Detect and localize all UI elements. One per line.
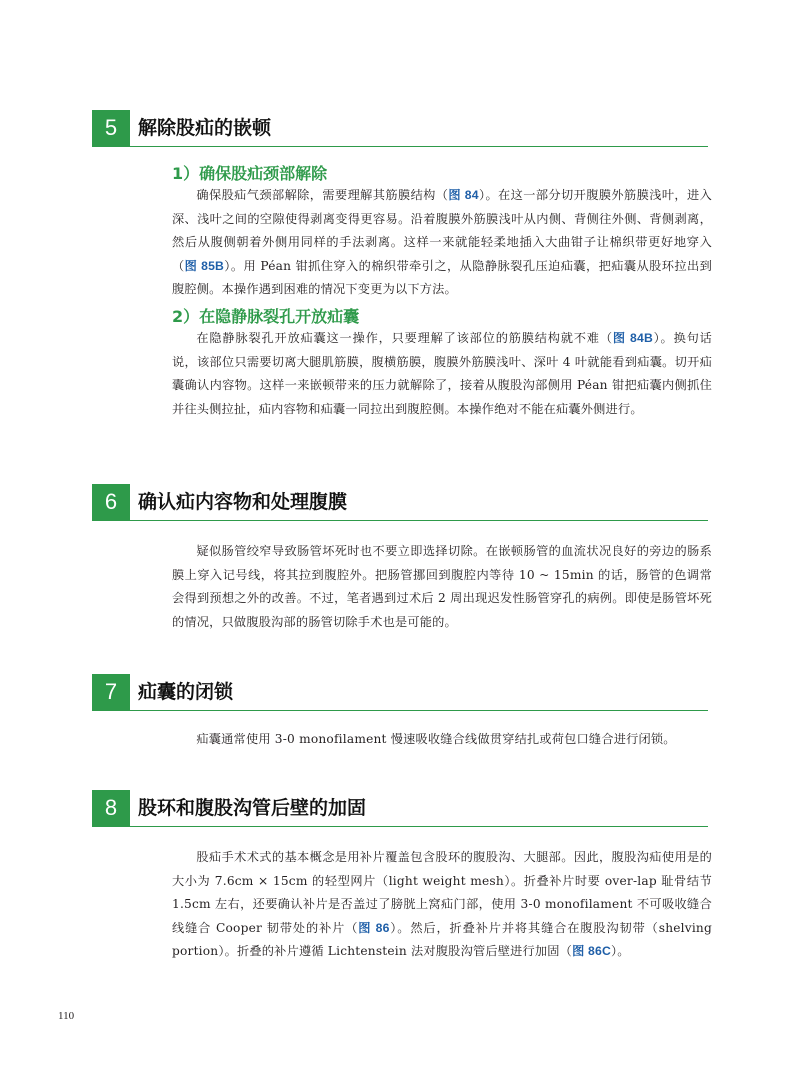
- text-run: 确保股疝气颈部解除，需要理解其筋膜结构（: [196, 188, 449, 202]
- section-number-badge: 7: [92, 674, 130, 710]
- section-title: 确认疝内容物和处理腹膜: [138, 491, 348, 513]
- section-title: 疝囊的闭锁: [138, 681, 234, 703]
- section-heading-7: [92, 674, 708, 711]
- text-run: 疝囊通常使用 3-0 monofilament 慢速吸收缝合线做贯穿结扎或荷包口缝合进行闭锁。: [196, 732, 676, 746]
- paragraph-5-1: [172, 184, 712, 302]
- text-run: ）。: [611, 944, 630, 958]
- figure-reference-link[interactable]: 图 85B: [184, 258, 225, 273]
- figure-reference-link[interactable]: 图 86: [358, 920, 390, 935]
- section-number-badge: 8: [92, 790, 130, 826]
- paragraph-7: [172, 728, 712, 752]
- subsection-heading-1: 1）确保股疝颈部解除: [172, 164, 328, 183]
- text-run: 股疝手术术式的基本概念是用补片覆盖包含股环的腹股沟、大腿部。因此，腹股沟疝使用是的大小为 7.6cm × 15cm 的轻型网片（light weight mesh）。折叠补片时要 over-lap 耻骨结节 1.5cm 左右，还要确认补片是否盖过了膀胱上窝疝门部，使用 3-0 monofilament 不可吸收缝合线缝合 Cooper 韧带处的补片（: [172, 850, 712, 935]
- subsection-heading-2: 2）在隐静脉裂孔开放疝囊: [172, 307, 360, 326]
- section-heading-6: [92, 484, 708, 521]
- section-title: 股环和腹股沟管后壁的加固: [138, 797, 367, 819]
- section-heading-5: [92, 110, 708, 147]
- figure-reference-link[interactable]: 图 86C: [572, 944, 611, 958]
- figure-reference-link[interactable]: 图 84: [448, 188, 479, 202]
- paragraph-5-2: [172, 327, 712, 421]
- text-run: ）。然后，折叠补片并将其缝合在腹股沟韧带（shelving portion）。折叠的补片遵循 Lichtenstein 法对腹股沟管后壁进行加固（: [172, 920, 712, 958]
- page-number: 110: [58, 1010, 75, 1022]
- section-title: 解除股疝的嵌顿: [138, 117, 272, 139]
- text-run: ）。用 Péan 钳抓住穿入的棉织带牵引之，从隐静脉裂孔压迫疝囊，把疝囊从股环拉出到腹腔侧。本操作遇到困难的情况下变更为以下方法。: [172, 258, 713, 296]
- section-number-badge: 6: [92, 484, 130, 520]
- paragraph-6: [172, 540, 712, 634]
- text-run: ）。在这一部分切开腹膜外筋膜浅叶，进入深、浅叶之间的空隙使得剥离变得更容易。沿着腹膜外筋膜浅叶从内侧、背侧往外侧、背侧剥离，然后从腹侧朝着外侧用同样的手法剥离。这样一来就能轻柔地插入大曲钳子让棉织带更好地穿入（: [172, 188, 713, 273]
- text-run: 疑似肠管绞窄导致肠管坏死时也不要立即选择切除。在嵌顿肠管的血流状况良好的旁边的肠系膜上穿入记号线，将其拉到腹腔外。把肠管挪回到腹腔内等待 10 ~ 15min 的话，肠管的色调常会得到预想之外的改善。不过，笔者遇到过术后 2 周出现迟发性肠管穿孔的病例。即使是肠管坏死的情况，只做腹股沟部的肠管切除手术也是可能的。: [172, 544, 712, 629]
- text-run: ）。换句话说，该部位只需要切离大腿肌筋膜，腹横筋膜，腹膜外筋膜浅叶、深叶 4 叶就能看到疝囊。切开疝囊确认内容物。这样一来嵌顿带来的压力就解除了，接着从腹股沟部侧用 Péan 钳把疝囊内侧抓住并往头侧拉扯，疝内容物和疝囊一同拉出到腹腔侧。本操作绝对不能在疝囊外侧进行。: [172, 331, 712, 416]
- section-number-badge: 5: [92, 110, 130, 146]
- text-run: 在隐静脉裂孔开放疝囊这一操作，只要理解了该部位的筋膜结构就不难（: [196, 331, 613, 345]
- paragraph-8: [172, 846, 712, 964]
- section-heading-8: [92, 790, 708, 827]
- figure-reference-link[interactable]: 图 84B: [612, 331, 654, 345]
